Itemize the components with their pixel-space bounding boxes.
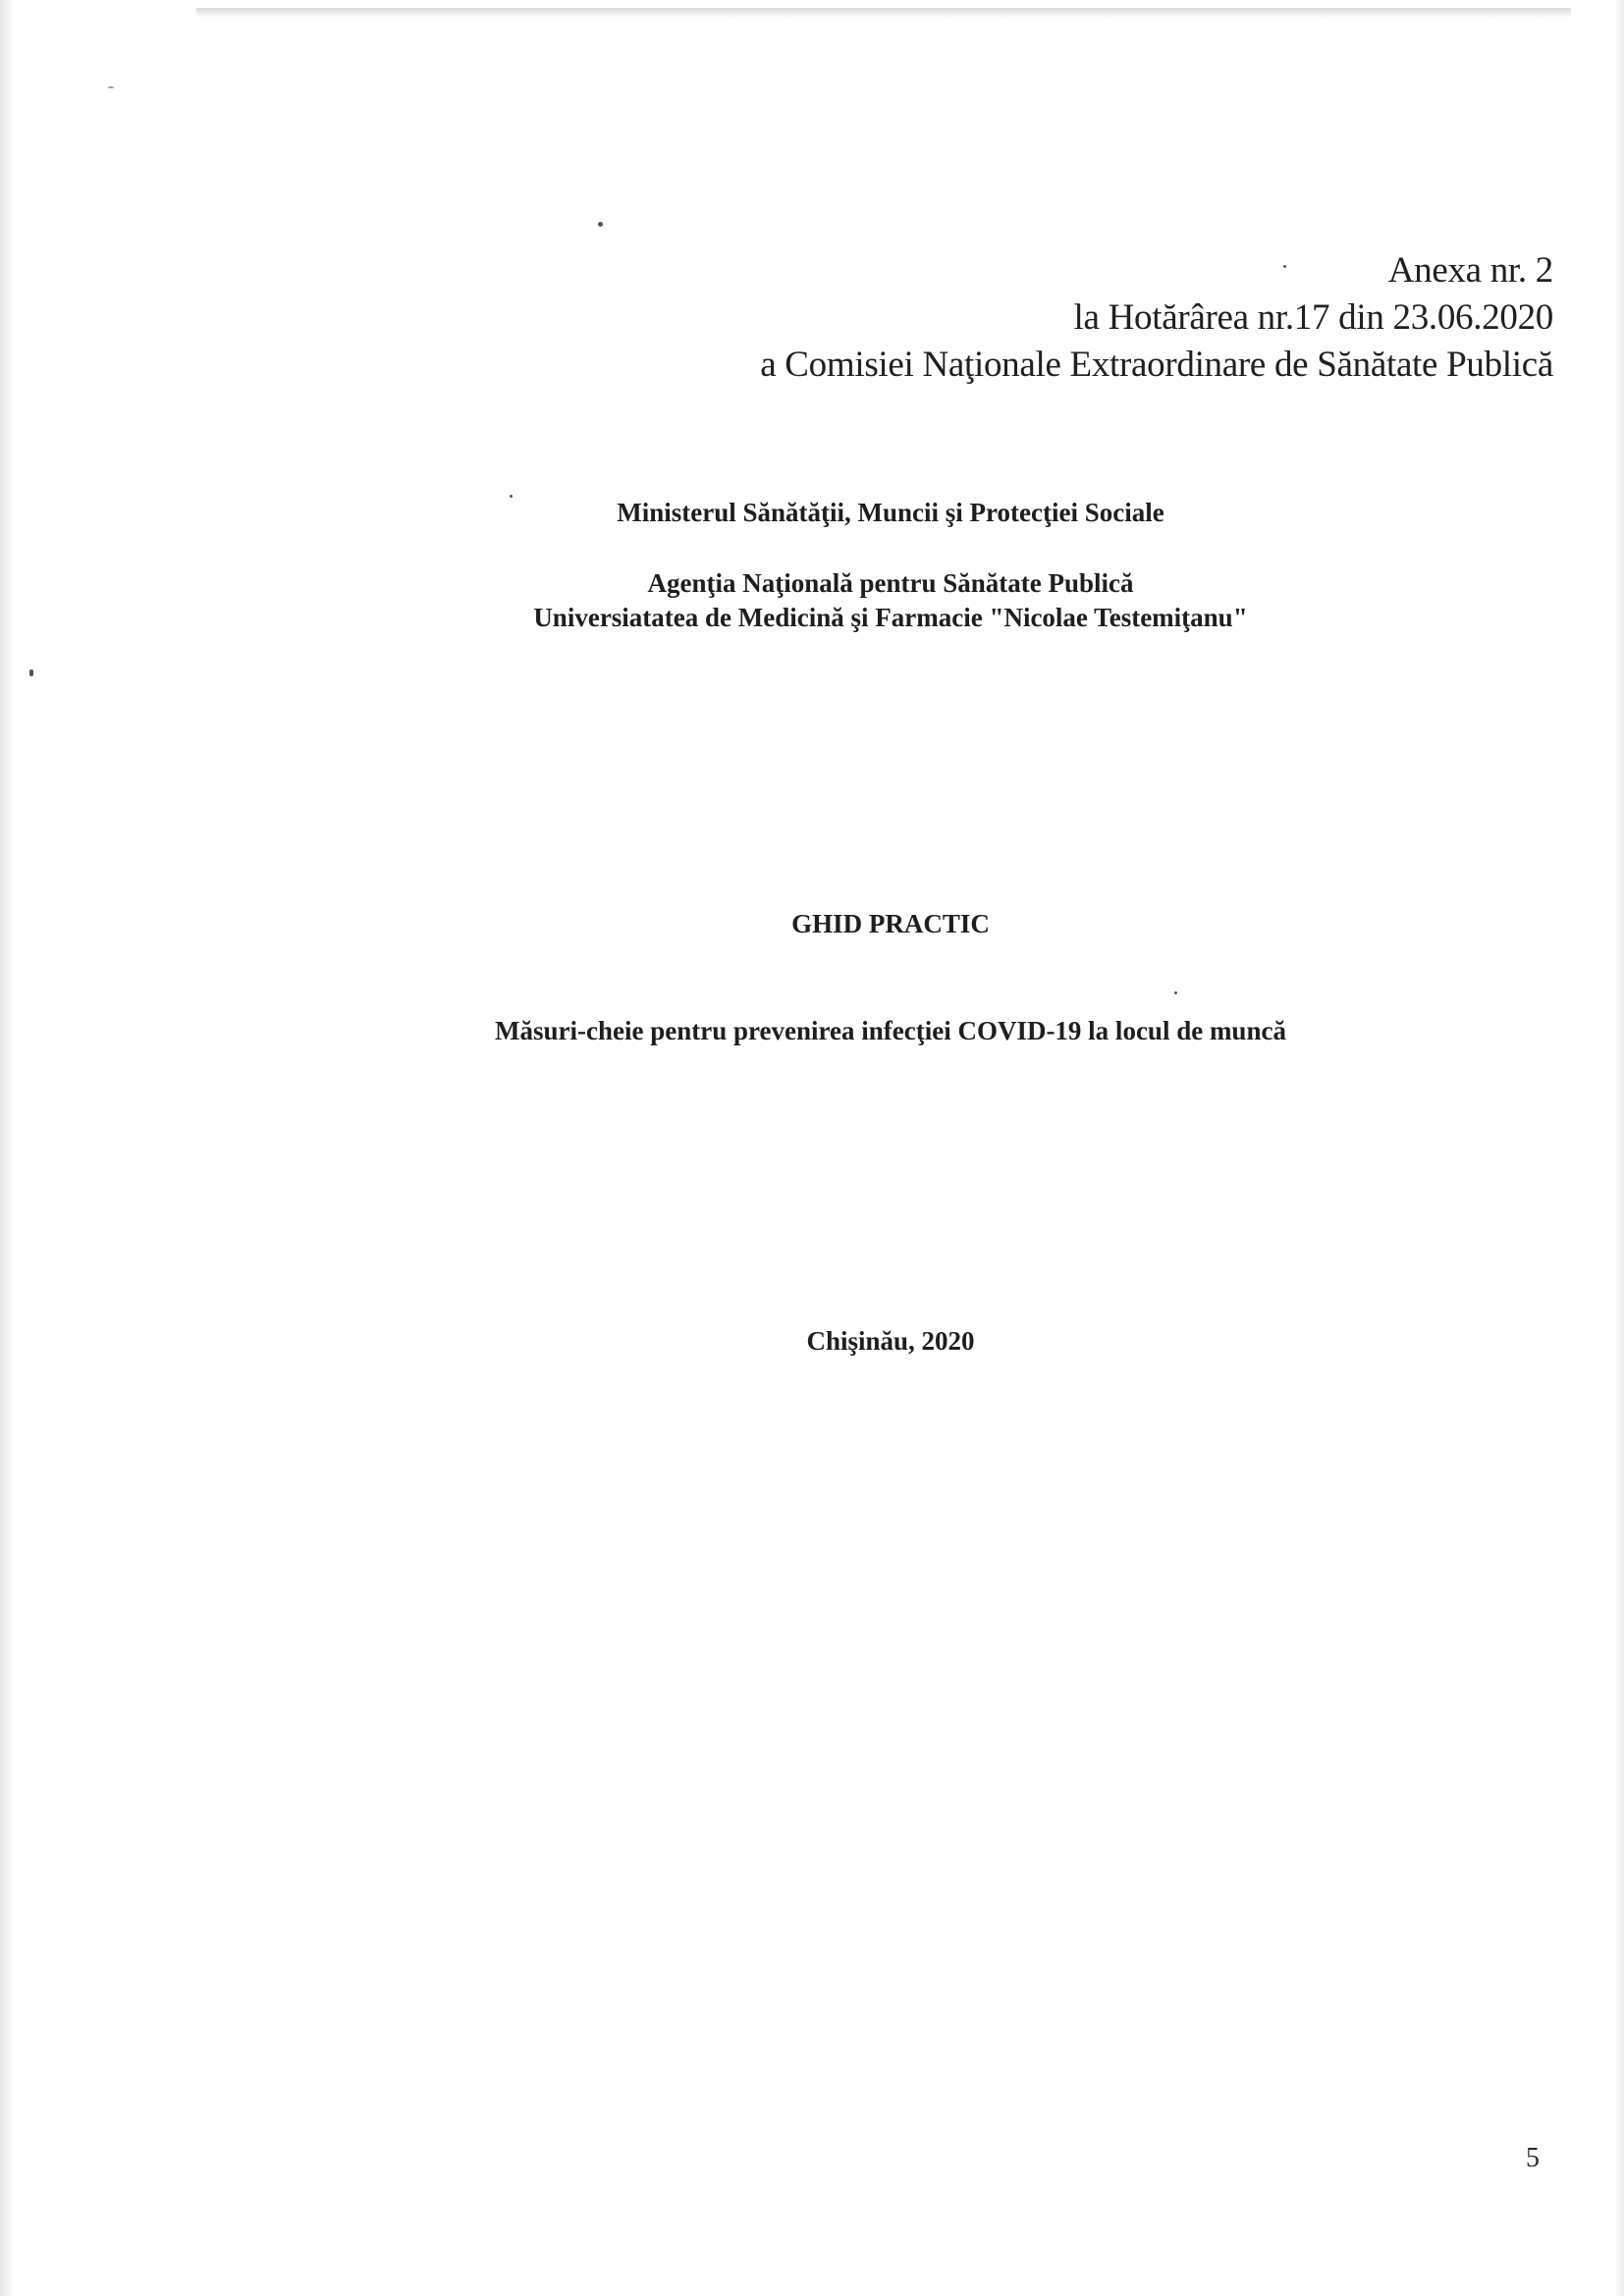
scan-speck — [1174, 991, 1177, 994]
document-subtitle: Măsuri-cheie pentru prevenirea infecţiei COVID-19 la locul de muncă — [495, 1016, 1286, 1045]
document-title: GHID PRACTIC — [791, 909, 990, 938]
agency-name: Agenţia Naţională pentru Sănătate Publică — [647, 568, 1134, 598]
scan-speck — [108, 86, 114, 88]
annex-commission-name: a Comisiei Naţionale Extraordinare de Sănătate Publică — [760, 345, 1553, 385]
scan-edge-shadow-right — [1614, 0, 1624, 2296]
university-name: Universiatatea de Medicină şi Farmacie "Nicolae Testemiţanu" — [533, 603, 1248, 632]
scan-edge-shadow-top — [196, 8, 1571, 18]
annex-number: Anexa nr. 2 — [1387, 250, 1553, 291]
place-and-year: Chişinău, 2020 — [806, 1326, 975, 1356]
ministry-name: Ministerul Sănătăţii, Muncii şi Protecţiei Sociale — [617, 498, 1164, 527]
page-number: 5 — [1526, 2143, 1540, 2173]
annex-decision-reference: la Hotărârea nr.17 din 23.06.2020 — [1073, 297, 1553, 338]
annex-reference — [760, 247, 1553, 389]
scan-edge-shadow-left — [0, 0, 14, 2296]
scan-speck — [598, 222, 603, 227]
scan-speck — [29, 669, 33, 676]
